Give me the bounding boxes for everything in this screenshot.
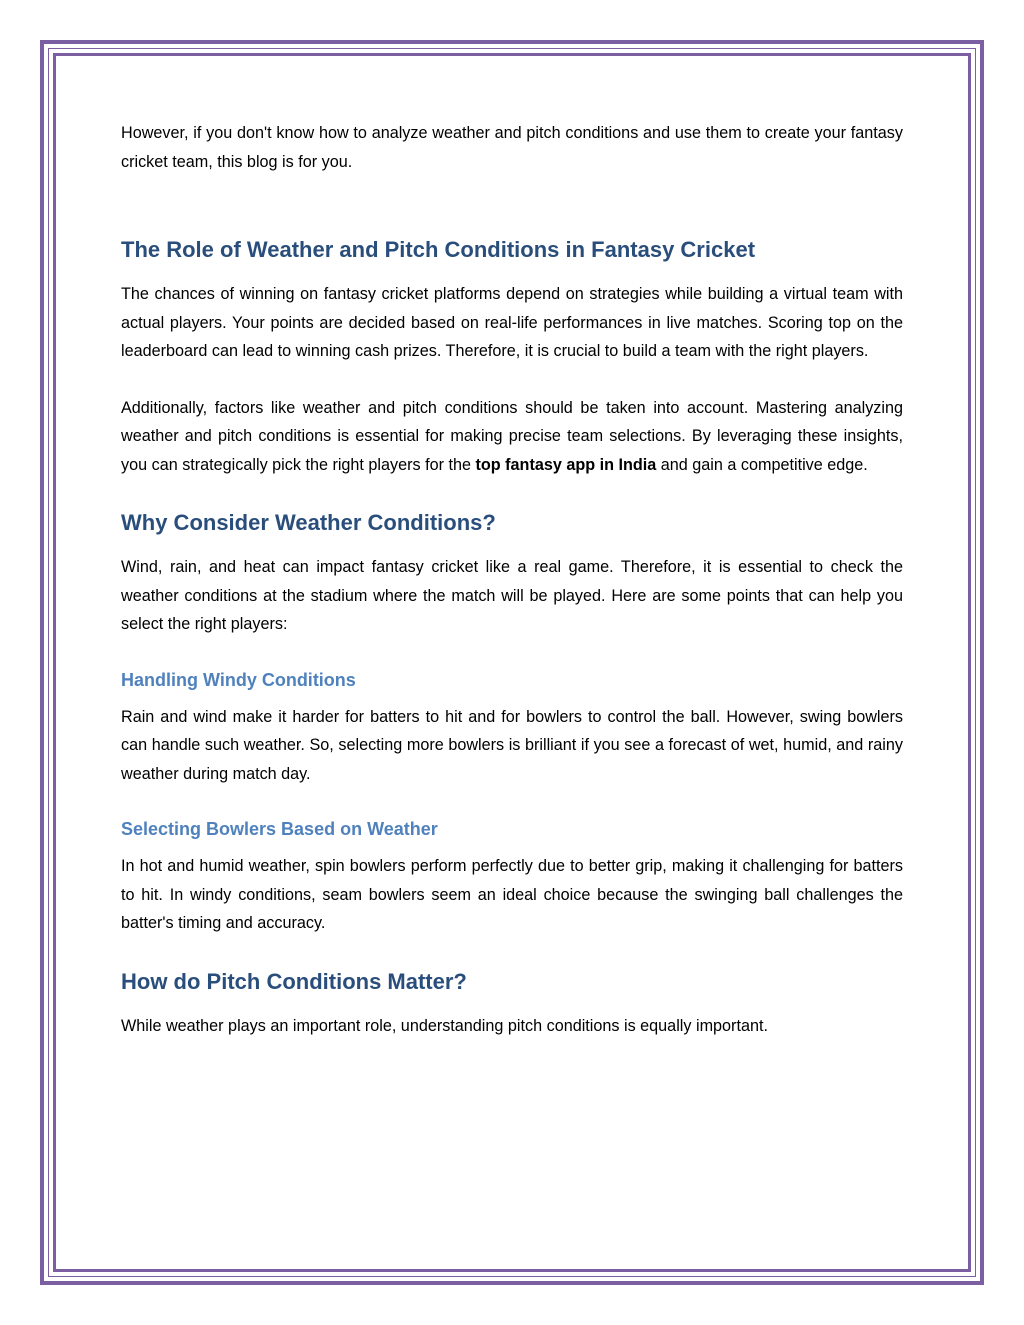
weather-paragraph: Wind, rain, and heat can impact fantasy cricket like a real game. Therefore, it is essential to check the weather conditions at the stadium where the match will be played. Here are some points that can help you select the right players: <box>121 558 903 633</box>
section-heading-weather: Why Consider Weather Conditions? <box>121 510 496 535</box>
intro-paragraph: However, if you don't know how to analyze weather and pitch conditions and use them to create your fantasy cricket team, this blog is for you. <box>121 124 903 171</box>
top-fantasy-app-link-text: top fantasy app in India <box>475 455 657 474</box>
bowlers-paragraph: In hot and humid weather, spin bowlers perform perfectly due to better grip, making it challenging for batters to hit. In windy conditions, seam bowlers seem an ideal choice because the swinging ball challenges the batter's timing and accuracy. <box>121 857 903 932</box>
document-body <box>121 119 903 1040</box>
windy-paragraph: Rain and wind make it harder for batters to hit and for bowlers to control the ball. However, swing bowlers can handle such weather. So, selecting more bowlers is brilliant if you see a forecast of wet, humid, and rainy weather during match day. <box>121 707 903 783</box>
role-paragraph-1: The chances of winning on fantasy cricket platforms depend on strategies while building a virtual team with actual players. Your points are decided based on real-life performances in live matches. Scoring top on the leaderboard can lead to winning cash prizes. Therefore, it is crucial to build a team with the right players. <box>121 285 903 360</box>
section-heading-role: The Role of Weather and Pitch Conditions in Fantasy Cricket <box>121 237 756 262</box>
subheading-windy: Handling Windy Conditions <box>121 669 356 690</box>
subheading-bowlers: Selecting Bowlers Based on Weather <box>121 819 438 839</box>
role-paragraph-2-text: Additionally, factors like weather and pitch conditions should be taken into account. Mastering analyzing weather and pitch conditions is essential for making precise team selections. By leveraging these insights, you can strategically pick the right players for the <box>121 398 903 474</box>
role-paragraph-2 <box>121 394 903 480</box>
section-heading-pitch: How do Pitch Conditions Matter? <box>121 968 467 994</box>
pitch-paragraph: While weather plays an important role, understanding pitch conditions is equally important. <box>121 1016 768 1035</box>
role-paragraph-2-end: and gain a competitive edge. <box>656 455 868 474</box>
